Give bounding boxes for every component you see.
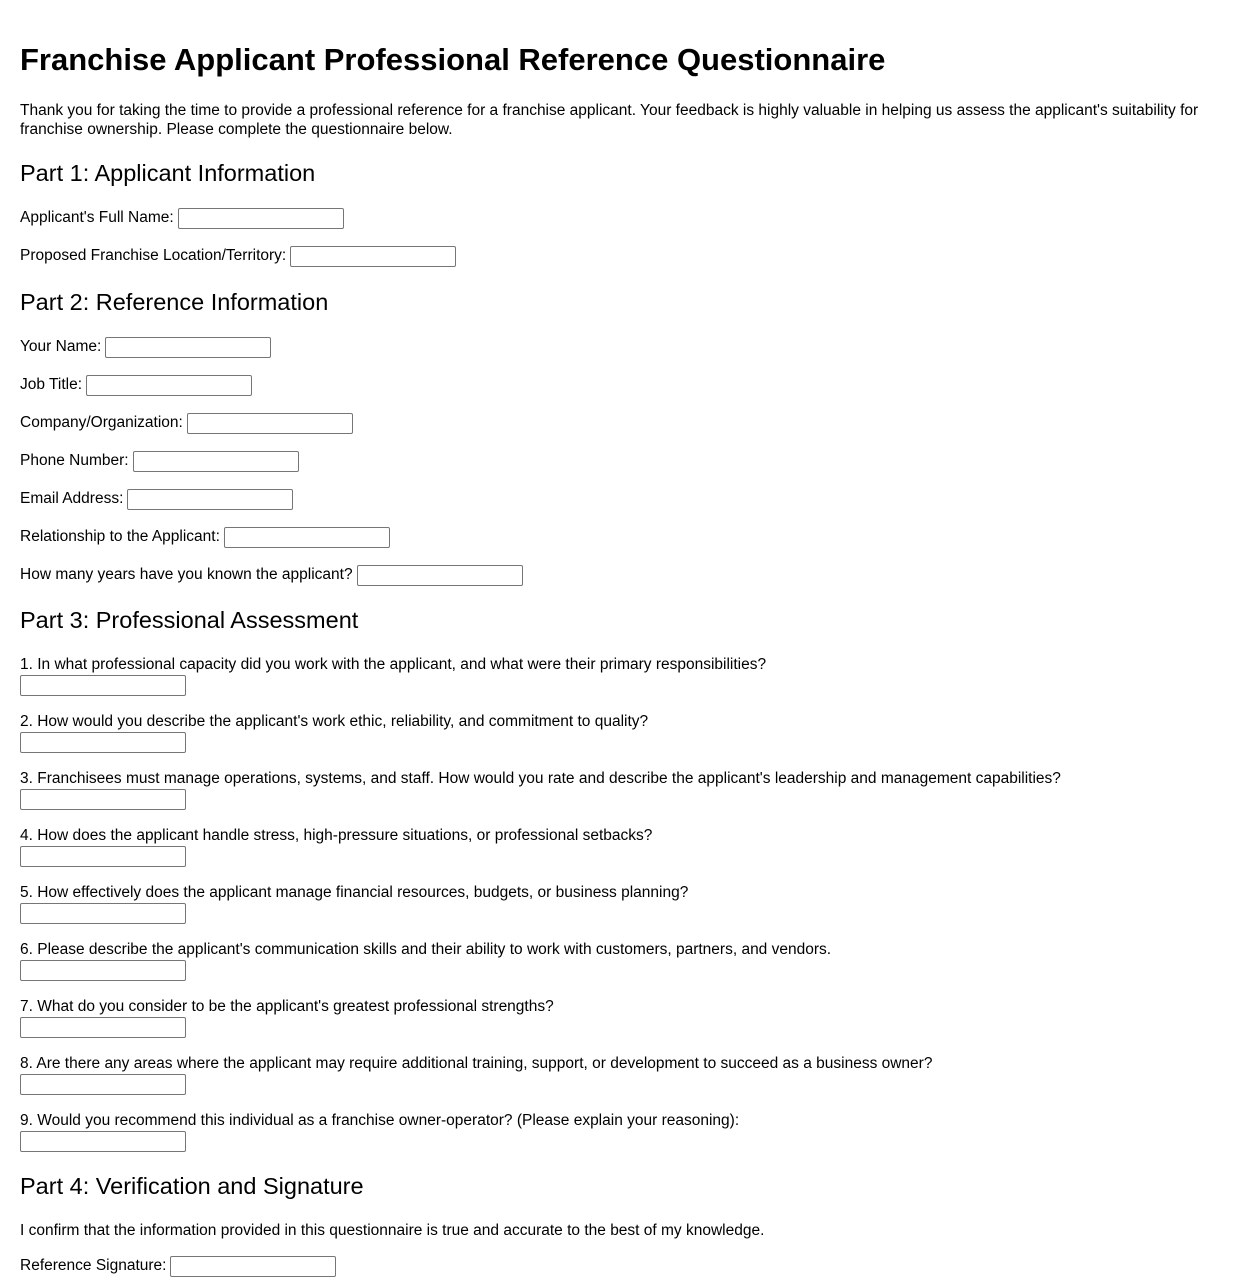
years-known-row [20,564,523,586]
phone-input[interactable] [133,451,299,472]
part2-heading: Part 2: Reference Information [20,289,329,315]
question-9-input[interactable] [20,1131,186,1152]
relationship-label: Relationship to the Applicant: [20,528,220,545]
question-5-input[interactable] [20,903,186,924]
question-3-input[interactable] [20,789,186,810]
question-5 [20,883,688,924]
question-4 [20,826,652,867]
confirmation-text: I confirm that the information provided in this questionnaire is true and accurate to the best of my knowledge. [20,1222,765,1239]
email-row [20,488,293,510]
question-7 [20,997,554,1038]
your-name-row [20,336,271,358]
part1-heading: Part 1: Applicant Information [20,160,316,186]
relationship-input[interactable] [224,527,390,548]
question-2-label: 2. How would you describe the applicant's work ethic, reliability, and commitment to quality? [20,713,649,730]
question-2 [20,712,648,753]
part4-heading: Part 4: Verification and Signature [20,1173,364,1199]
question-9 [20,1111,739,1152]
question-8-input[interactable] [20,1074,186,1095]
question-3 [20,769,1061,810]
signature-label: Reference Signature: [20,1257,167,1274]
years-known-label: How many years have you known the applicant? [20,566,353,583]
signature-input[interactable] [170,1256,336,1277]
applicant-name-input[interactable] [178,208,344,229]
question-1-input[interactable] [20,675,186,696]
question-1-label: 1. In what professional capacity did you work with the applicant, and what were their primary responsibilities? [20,656,767,673]
question-8-label: 8. Are there any areas where the applicant may require additional training, support, or development to succeed as a business owner? [20,1055,933,1072]
franchise-location-row [20,245,456,267]
question-6-label: 6. Please describe the applicant's communication skills and their ability to work with customers, partners, and vendors. [20,941,832,958]
your-name-input[interactable] [105,337,271,358]
company-row [20,412,353,434]
question-7-input[interactable] [20,1017,186,1038]
relationship-row [20,526,390,548]
applicant-name-row [20,207,344,229]
question-9-label: 9. Would you recommend this individual as a franchise owner-operator? (Please explain your reasoning): [20,1112,740,1129]
question-6 [20,940,831,981]
your-name-label: Your Name: [20,338,102,355]
question-1 [20,655,766,696]
job-title-row [20,374,252,396]
company-input[interactable] [187,413,353,434]
question-3-label: 3. Franchisees must manage operations, systems, and staff. How would you rate and describe the applicant's leadership and management capabilities? [20,770,1061,787]
applicant-name-label: Applicant's Full Name: [20,209,174,226]
page-title: Franchise Applicant Professional Reference Questionnaire [20,42,886,77]
phone-label: Phone Number: [20,452,129,469]
email-label: Email Address: [20,490,124,507]
question-5-label: 5. How effectively does the applicant manage financial resources, budgets, or business planning? [20,884,689,901]
company-label: Company/Organization: [20,414,183,431]
part3-heading: Part 3: Professional Assessment [20,607,359,633]
phone-row [20,450,299,472]
question-2-input[interactable] [20,732,186,753]
job-title-input[interactable] [86,375,252,396]
years-known-input[interactable] [357,565,523,586]
question-4-input[interactable] [20,846,186,867]
intro-text: Thank you for taking the time to provide a professional reference for a franchise applicant. Your feedback is highly valuable in helping us assess the applicant's suitability for franchise ownership. Please complete the questionnaire below. [20,102,1199,138]
email-input[interactable] [127,489,293,510]
franchise-location-label: Proposed Franchise Location/Territory: [20,247,287,264]
job-title-label: Job Title: [20,376,83,393]
signature-row [20,1255,336,1277]
question-7-label: 7. What do you consider to be the applicant's greatest professional strengths? [20,998,554,1015]
question-8 [20,1054,932,1095]
franchise-location-input[interactable] [290,246,456,267]
question-4-label: 4. How does the applicant handle stress, high-pressure situations, or professional setbacks? [20,827,653,844]
question-6-input[interactable] [20,960,186,981]
